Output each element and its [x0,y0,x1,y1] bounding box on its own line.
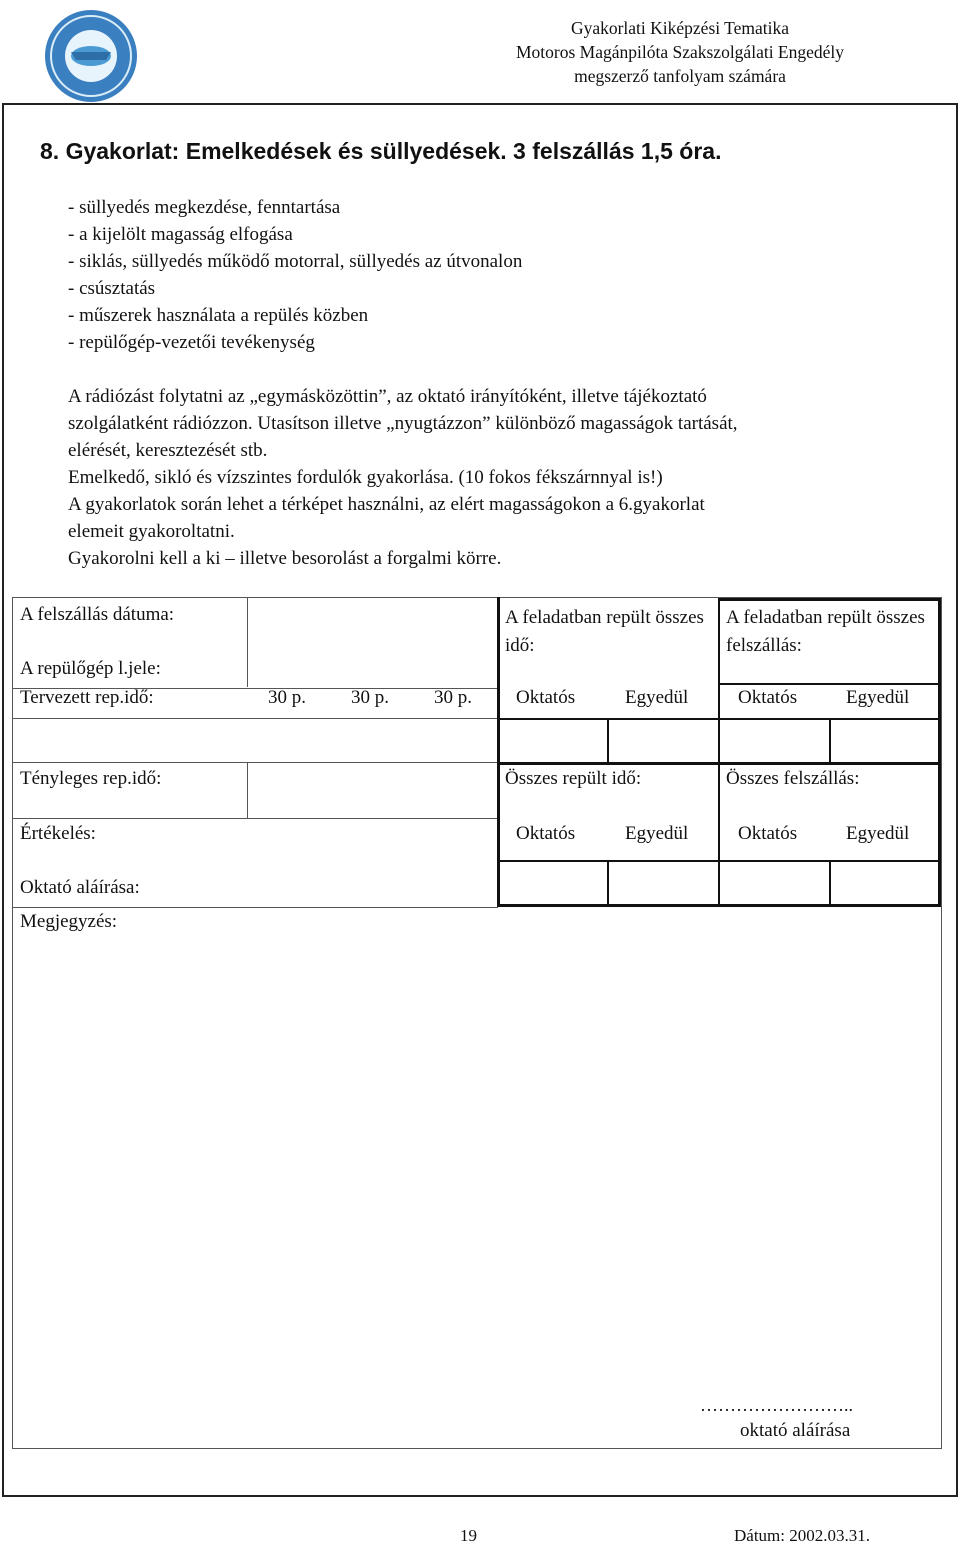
instructions-paragraph [68,383,908,572]
school-logo [40,8,142,104]
exercise-title: 8. Gyakorlat: Emelkedések és süllyedések. 3 felszállás 1,5 óra. [40,138,722,164]
form-border-thick [718,598,940,601]
form-border-thick [497,762,940,765]
planned-time-value: 30 p. [351,687,389,708]
header-line-3: megszerző tanfolyam számára [574,66,786,86]
col-instructor: Oktatós [516,687,576,708]
paragraph-line: Gyakorolni kell a ki – illetve besorolást a forgalmi körre. [68,548,502,569]
list-item: - műszerek használata a repülés közben [68,305,369,326]
flight-log-form [12,597,942,1449]
list-item: - repülőgép-vezetői tevékenység [68,332,315,353]
col-instructor: Oktatós [516,823,576,844]
col-solo: Egyedül [625,823,689,844]
form-divider [12,818,498,819]
list-item: - siklás, süllyedés működő motorral, süllyedés az útvonalon [68,251,523,272]
takeoff-date-label: A felszállás dátuma: [20,604,175,625]
form-divider [247,762,248,818]
col-solo: Egyedül [846,823,910,844]
actual-time-label: Tényleges rep.idő: [20,768,162,789]
col-solo: Egyedül [625,687,689,708]
paragraph-line: elemeit gyakoroltatni. [68,521,235,542]
col-instructor: Oktatós [738,687,798,708]
list-item: - csúsztatás [68,278,156,299]
document-date: Dátum: 2002.03.31. [734,1526,870,1545]
total-time-header: A feladatban repült összes idő: [505,607,704,656]
col-solo: Egyedül [846,687,910,708]
form-border-thick [497,718,940,720]
form-divider [247,597,248,687]
signature-line: …………………….. [700,1395,853,1415]
list-item: - süllyedés megkezdése, fenntartása [68,197,341,218]
bullet-list [68,194,522,356]
form-divider [12,907,498,908]
form-divider [12,718,498,719]
form-border-thick [718,683,940,685]
header-line-2: Motoros Magánpilóta Szakszolgálati Engedély [515,42,845,62]
form-border-thick [829,860,831,906]
total-takeoffs-label: Összes felszállás: [726,768,860,789]
planned-time-value: 30 p. [434,687,472,708]
notes-label: Megjegyzés: [20,911,118,932]
form-divider [12,762,498,763]
planned-time-label: Tervezett rep.idő: [20,687,154,708]
form-border-thick [497,860,940,862]
total-takeoffs-header: A feladatban repült összes felszállás: [726,607,925,656]
document-header [470,16,890,88]
header-line-1: Gyakorlati Kiképzési Tematika [570,18,790,38]
col-instructor: Oktatós [738,823,798,844]
signature-label: oktató aláírása [740,1420,851,1441]
paragraph-line: elérését, keresztezését stb. [68,440,268,461]
paragraph-line: A rádiózást folytatni az „egymásközöttin”, az oktató irányítóként, illetve tájékoztató [68,386,707,407]
form-border-thick [607,718,609,762]
form-border-thick [829,718,831,762]
form-border-thick [607,860,609,906]
total-flown-time-label: Összes repült idő: [505,768,642,789]
planned-time-value: 30 p. [268,687,306,708]
evaluation-label: Értékelés: [20,823,96,844]
paragraph-line: szolgálatként rádiózzon. Utasítson illetve „nyugtázzon” különböző magasságok tartását, [68,413,738,434]
instructor-signature-label: Oktató aláírása: [20,877,140,898]
paragraph-line: A gyakorlatok során lehet a térképet használni, az elért magasságokon a 6.gyakorlat [68,494,705,515]
form-border-thick [497,904,941,907]
list-item: - a kijelölt magasság elfogása [68,224,293,245]
aircraft-reg-label: A repülőgép l.jele: [20,658,161,679]
paragraph-line: Emelkedő, sikló és vízszintes fordulók gyakorlása. (10 fokos fékszárnnyal is!) [68,467,663,488]
page-number: 19 [460,1526,477,1545]
